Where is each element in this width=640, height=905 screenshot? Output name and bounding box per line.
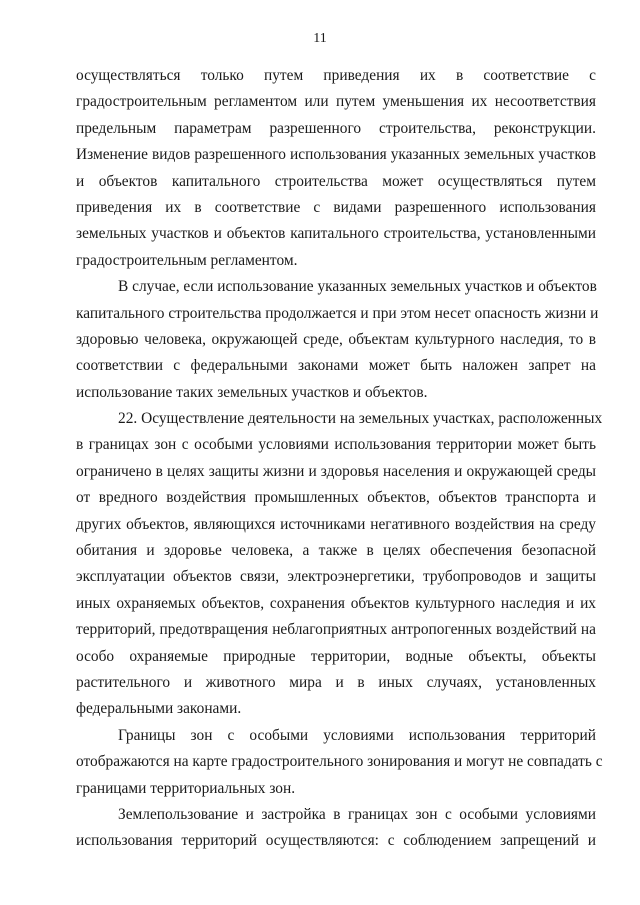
- text-line: границами территориальных зон.: [76, 779, 296, 797]
- text-line: ограничено в целях защиты жизни и здоровья населения и окружающей среды: [76, 462, 596, 480]
- page-number: 11: [313, 31, 327, 46]
- text-line: Границы зон с особыми условиями использования территорий: [118, 726, 596, 744]
- text-line: федеральными законами.: [76, 700, 242, 718]
- text-line: 22. Осуществление деятельности на земельных участках, расположенных: [118, 410, 603, 428]
- text-line: градостроительным регламентом.: [76, 251, 298, 269]
- text-line: земельных участков и объектов капитального строительства, установленными: [76, 225, 596, 243]
- text-line: В случае, если использование указанных земельных участков и объектов: [118, 278, 597, 296]
- text-line: обитания и здоровье человека, а также в целях обеспечения безопасной: [76, 542, 596, 560]
- text-line: и объектов капитального строительства может осуществляться путем: [76, 172, 596, 190]
- text-line: использование таких земельных участков и объектов.: [76, 383, 428, 401]
- text-line: Землепользование и застройка в границах зон с особыми условиями: [118, 805, 596, 823]
- text-line: в границах зон с особыми условиями использования территории может быть: [76, 436, 596, 454]
- text-line: приведения их в соответствие с видами разрешенного использования: [76, 198, 596, 216]
- text-line: градостроительным регламентом или путем уменьшения их несоответствия: [76, 93, 596, 111]
- text-line: использования территорий осуществляются: с соблюдением запрещений и: [76, 832, 596, 850]
- text-line: здоровью человека, окружающей среде, объектам культурного наследия, то в: [76, 330, 596, 348]
- text-line: территорий, предотвращения неблагоприятных антропогенных воздействий на: [76, 621, 596, 639]
- text-line: капитального строительства продолжается и при этом несет опасность жизни и: [76, 304, 599, 322]
- text-line: осуществляться только путем приведения их в соответствие с: [76, 67, 596, 84]
- text-line: предельным параметрам разрешенного строительства, реконструкции.: [76, 119, 596, 137]
- document-body: [76, 63, 603, 855]
- text-line: других объектов, являющихся источниками негативного воздействия на среду: [76, 515, 596, 533]
- text-line: особо охраняемые природные территории, водные объекты, объекты: [76, 647, 596, 665]
- text-line: Изменение видов разрешенного использования указанных земельных участков: [76, 146, 596, 164]
- text-line: эксплуатации объектов связи, электроэнергетики, трубопроводов и защиты: [76, 568, 596, 586]
- text-line: от вредного воздействия промышленных объектов, объектов транспорта и: [76, 489, 596, 507]
- text-line: отображаются на карте градостроительного зонирования и могут не совпадать с: [76, 753, 603, 771]
- text-line: иных охраняемых объектов, сохранения объектов культурного наследия и их: [76, 594, 596, 612]
- text-line: растительного и животного мира и в иных случаях, установленных: [76, 673, 596, 691]
- text-line: соответствии с федеральными законами может быть наложен запрет на: [76, 357, 596, 375]
